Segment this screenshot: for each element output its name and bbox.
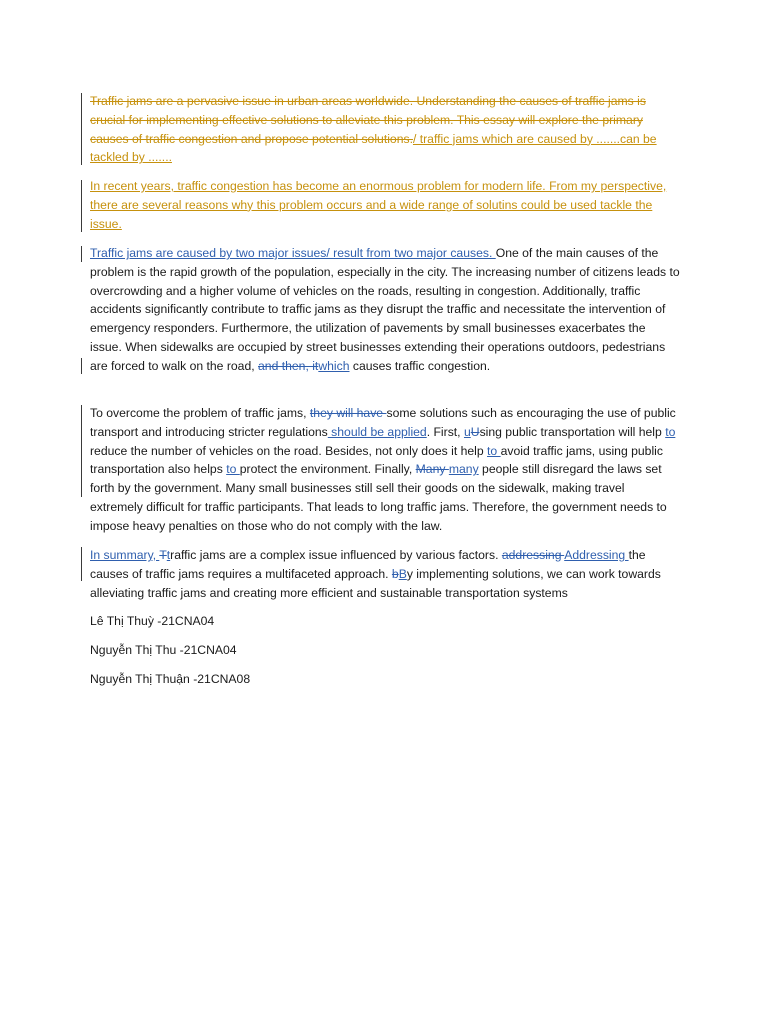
change-bar	[81, 405, 82, 497]
inserted-text-run: should be applied	[327, 424, 427, 439]
deleted-text-run: Traffic jams are a pervasive issue in urban areas worldwide. Understanding the causes of traffic jams is crucial for implementing effective solutions to alleviate this problem. This essay will explore the primary causes of traffic congestion and propose potential solutions.	[90, 94, 646, 146]
text-run: some solutions such as encouraging the use of public transport and introducing stricter regulations	[90, 406, 676, 439]
inserted-text-run: Addressing	[564, 548, 629, 562]
text-run: people still disregard the laws set forth by the government. Many small businesses still sell their goods on the sidewalk, making travel extremely difficult for traffic participants. That leads to long traffic jams. Therefore, the government needs to impose heavy penalties on those who do not comply with the law.	[90, 462, 667, 533]
text-run: . First,	[426, 424, 464, 439]
inserted-text-run: In recent years, traffic congestion has become an enormous problem for modern life. From my perspective, there are several reasons why this problem occurs and a wide range of solutins could be used tackle the issue.	[90, 179, 667, 231]
text-run: One of the main causes of the problem is the rapid growth of the population, especially in the city. The increasing number of citizens leads to overcrowding and a higher volume of vehicles on the roads, resulting in congestion. Additionally, traffic accidents significantly contribute to traffic jams as they disrupt the traffic and necessitate the intervention of emergency responders. Furthermore, the utilization of pavements by small businesses exacerbates the issue. When sidewalks are occupied by street businesses extending their operations outdoors, pedestrians are forced to walk on the road,	[90, 246, 680, 373]
text-run: causes traffic congestion.	[349, 358, 491, 373]
deleted-text-run: addressing	[501, 548, 565, 562]
change-bar	[81, 93, 82, 165]
author-line: Nguyễn Thị Thu -21CNA04	[90, 643, 237, 657]
inserted-text-run: to	[487, 443, 501, 458]
text-run: the causes of traffic jams requires a multifaceted approach.	[90, 548, 646, 581]
deleted-text-run: b	[391, 566, 399, 581]
deleted-text-run: Many	[415, 462, 449, 477]
solutions-paragraph	[90, 404, 680, 536]
text-run: sing public transportation will help	[479, 424, 666, 439]
text-run: y implementing solutions, we can work towards alleviating traffic jams and creating more efficient and sustainable transportation systems	[90, 566, 661, 600]
text-run: reduce the number of vehicles on the road. Besides, not only does it help	[90, 443, 488, 458]
deleted-text-run: T	[159, 548, 167, 562]
inserted-text-run: In summary,	[90, 548, 160, 562]
deleted-text-run: and then, it	[258, 358, 319, 373]
deleted-text-run: U	[470, 424, 480, 439]
text-run: To overcome the problem of traffic jams,	[90, 406, 310, 420]
inserted-text-run: many	[448, 462, 479, 477]
change-bar	[81, 547, 82, 581]
text-run: avoid traffic jams, using public transportation also helps	[90, 443, 663, 477]
author-line: Lê Thị Thuỳ -21CNA04	[90, 614, 215, 628]
author-line: Nguyễn Thị Thuận -21CNA08	[90, 672, 251, 686]
causes-paragraph	[90, 244, 680, 376]
inserted-text-run: u	[463, 424, 471, 439]
change-bar	[81, 180, 82, 232]
text-run: protect the environment. Finally,	[239, 462, 416, 477]
inserted-text-run: Traffic jams are caused by two major issues/ result from two major causes.	[90, 246, 496, 260]
intro-paragraph-deleted	[90, 92, 680, 167]
change-bar	[81, 246, 82, 262]
conclusion-paragraph	[90, 546, 680, 602]
inserted-text-run: B	[398, 566, 407, 581]
inserted-text-run: which	[318, 358, 350, 373]
change-bar	[81, 358, 82, 374]
inserted-text-run: to	[665, 424, 676, 439]
inserted-text-run: to	[226, 462, 240, 477]
text-run: raffic jams are a complex issue influenced by various factors.	[170, 548, 502, 562]
intro-paragraph-inserted	[90, 177, 680, 233]
deleted-text-run: they will have	[309, 406, 387, 420]
inserted-text-run: t	[166, 548, 171, 562]
deleted-text-run: / traffic jams which are caused by .......can be tackled by .......	[90, 131, 657, 165]
